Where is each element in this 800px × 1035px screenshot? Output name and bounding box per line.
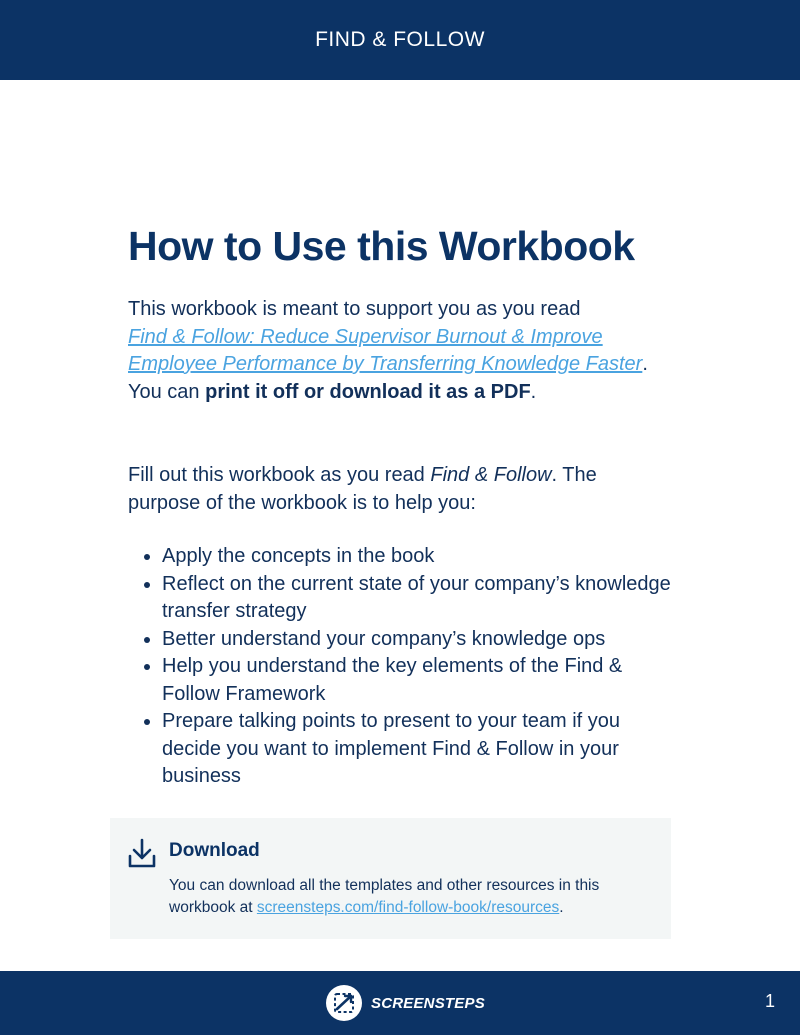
- footer-bar: [0, 971, 800, 1035]
- list-item: • Reflect on the current state of your company’s knowledge transfer strategy: [162, 571, 673, 626]
- intro-end-text: .: [530, 380, 537, 403]
- page-title: How to Use this Workbook: [128, 223, 635, 269]
- screensteps-logo: [326, 985, 485, 1021]
- main-content: [128, 220, 673, 791]
- page-number: 1: [764, 991, 775, 1011]
- callout-end: .: [559, 899, 564, 916]
- purpose-list: [128, 543, 673, 791]
- screensteps-logo-icon: [326, 985, 362, 1021]
- intro-paragraph: [128, 296, 673, 406]
- purpose-text-end: . The purpose of the workbook is to help you:: [128, 464, 597, 514]
- callout-text: [169, 875, 654, 919]
- header-bar: [0, 0, 800, 80]
- logo-text: SCREENSTEPS: [371, 994, 485, 1012]
- header-title: FIND & FOLLOW: [315, 28, 485, 51]
- download-callout: [110, 818, 671, 939]
- list-item: • Better understand your company’s knowledge ops: [162, 626, 673, 654]
- list-item: • Apply the concepts in the book: [162, 543, 673, 571]
- purpose-text: Fill out this workbook as you read: [128, 464, 431, 486]
- resources-link[interactable]: screensteps.com/find-follow-book/resources: [256, 899, 560, 916]
- download-icon: [127, 838, 157, 870]
- purpose-book-title: Find & Follow: [430, 464, 552, 486]
- callout-title: Download: [169, 840, 260, 861]
- list-item: • Prepare talking points to present to your team if you decide you want to implement Find & Follow in your business: [162, 708, 673, 791]
- intro-bold-text: print it off or download it as a PDF: [205, 380, 531, 403]
- intro-text: This workbook is meant to support you as you read: [128, 298, 581, 320]
- book-link[interactable]: Find & Follow: Reduce Supervisor Burnout & Improve Employee Performance by Transferring Knowledge Faster: [128, 325, 643, 375]
- purpose-paragraph: [128, 462, 673, 517]
- list-item: • Help you understand the key elements of the Find & Follow Framework: [162, 653, 673, 708]
- callout-body: You can download all the templates and other resources in this workbook at: [169, 877, 600, 916]
- intro-middle-text: . You can: [128, 353, 648, 403]
